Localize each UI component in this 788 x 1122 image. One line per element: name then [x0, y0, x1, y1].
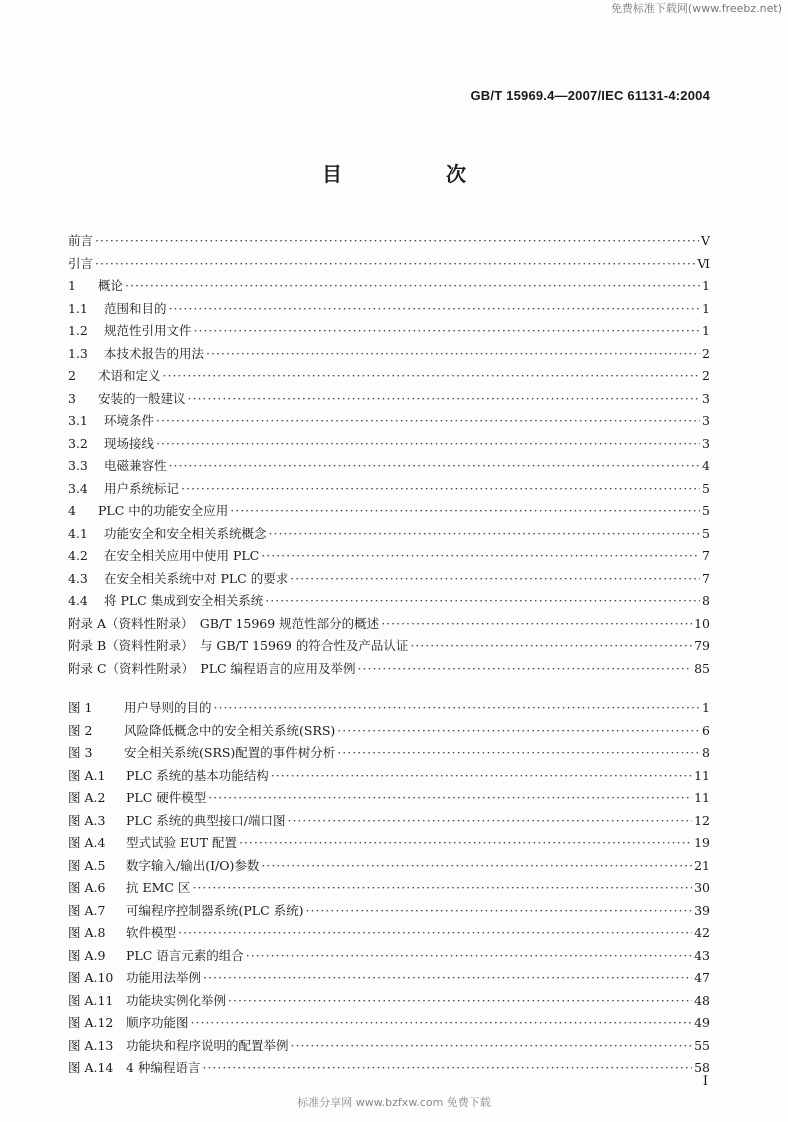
toc-entry[interactable]: [68, 523, 710, 546]
toc-entry[interactable]: [68, 613, 710, 636]
toc-entry-label: 在安全相关系统中对 PLC 的要求: [104, 570, 289, 586]
toc-entry-page: 58: [694, 1060, 710, 1075]
toc-entry[interactable]: [68, 635, 710, 658]
toc-entry[interactable]: [68, 410, 710, 433]
toc-entry-label: PLC 语言元素的组合: [126, 947, 244, 963]
toc-entry-label: PLC 系统的典型接口/端口图: [126, 812, 286, 828]
toc-entry-label: 功能块实例化举例: [126, 992, 227, 1008]
toc-entry-label: 安全相关系统(SRS)配置的事件树分析: [124, 745, 336, 760]
toc-entry[interactable]: [68, 433, 710, 456]
toc-entry[interactable]: [68, 590, 710, 613]
toc-entry-page: 11: [694, 767, 710, 783]
toc-entry[interactable]: [68, 765, 710, 788]
toc-entry-label: 功能用法举例: [126, 970, 202, 985]
toc-entry-page: 30: [694, 880, 710, 895]
toc-entry-page: 8: [702, 593, 710, 608]
toc-entry-page: 12: [694, 812, 710, 828]
toc-entry-number: 图 A.8: [68, 925, 106, 940]
toc-entry-number: 3.3: [68, 458, 88, 473]
dot-leader: [169, 455, 700, 478]
toc-entry-page: 2: [702, 345, 710, 361]
toc-entry[interactable]: [68, 967, 710, 990]
toc-figure-list: [68, 697, 710, 1080]
toc-entry-page: 3: [702, 413, 710, 428]
toc-entry-label: 引言: [68, 255, 94, 271]
dot-leader: [125, 275, 700, 298]
toc-entry-number: 图 2: [68, 722, 93, 738]
toc-entry-page: 1: [702, 700, 710, 715]
toc-entry[interactable]: [68, 388, 710, 411]
dot-leader: [194, 320, 700, 343]
toc-entry-page: 85: [694, 660, 710, 676]
toc-entry[interactable]: [68, 455, 710, 478]
toc-entry-page: 19: [694, 835, 710, 850]
toc-entry-label: 现场接线: [104, 435, 155, 451]
toc-entry-number: 1: [68, 278, 76, 293]
toc-entry[interactable]: [68, 720, 710, 743]
toc-entry-label: 型式试验 EUT 配置: [126, 835, 237, 850]
dot-leader: [163, 365, 700, 388]
dot-leader: [169, 298, 700, 321]
toc-entry-number: 图 A.11: [68, 992, 114, 1008]
dot-leader: [358, 658, 693, 681]
toc-title: 目 次: [322, 162, 508, 186]
dot-leader: [178, 922, 692, 945]
toc-entry-number: 4: [68, 503, 76, 518]
toc-entry[interactable]: [68, 697, 710, 720]
dot-leader: [206, 343, 700, 366]
dot-leader: [188, 388, 700, 411]
dot-leader: [192, 877, 692, 900]
toc-entry-number: 图 A.1: [68, 767, 106, 783]
toc-entry-label: 范围和目的: [104, 300, 167, 316]
toc-entry-label: 功能安全和安全相关系统概念: [104, 525, 267, 541]
toc-entry-label: 附录 A（资料性附录） GB/T 15969 规范性部分的概述: [68, 615, 380, 631]
top-watermark: 免费标准下载网(www.freebz.net): [610, 2, 782, 15]
toc-entry[interactable]: [68, 343, 710, 366]
toc-entry-number: 图 A.9: [68, 947, 106, 963]
toc-entry-number: 图 A.7: [68, 902, 106, 918]
dot-leader: [337, 720, 700, 743]
toc-entry-label: 规范性引用文件: [104, 323, 192, 338]
dot-leader: [228, 990, 692, 1013]
toc-entry-number: 3.1: [68, 413, 88, 428]
dot-leader: [239, 832, 692, 855]
toc-entry[interactable]: [68, 1057, 710, 1080]
dot-leader: [410, 635, 692, 658]
dot-leader: [261, 855, 692, 878]
toc-entry-number: 4.2: [68, 548, 88, 563]
dot-leader: [287, 810, 692, 833]
toc-entry-label: 附录 B（资料性附录） 与 GB/T 15969 的符合性及产品认证: [68, 638, 409, 653]
toc-entry-page: 4: [702, 458, 710, 473]
toc-entry-number: 图 1: [68, 700, 93, 715]
toc-entry-number: 图 A.6: [68, 880, 106, 895]
toc-entry[interactable]: [68, 230, 710, 253]
toc-entry-page: 79: [694, 638, 710, 653]
toc-entry-number: 2: [68, 368, 76, 383]
dot-leader: [208, 787, 692, 810]
toc-entry[interactable]: [68, 832, 710, 855]
page-number: Ⅰ: [702, 1074, 708, 1089]
toc-entry-page: Ⅴ: [700, 233, 710, 248]
dot-leader: [337, 742, 700, 765]
dot-leader: [381, 613, 692, 636]
toc-entry[interactable]: [68, 253, 710, 276]
toc-entry-label: 可编程序控制器系统(PLC 系统): [126, 902, 304, 918]
toc-entry-page: 5: [702, 480, 710, 496]
document-code: GB/T 15969.4—2007/IEC 61131-4:2004: [470, 88, 710, 103]
toc-entry-label: 软件模型: [126, 925, 177, 940]
toc-entry-label: 将 PLC 集成到安全相关系统: [104, 593, 264, 608]
toc-entry-label: 在安全相关应用中使用 PLC: [104, 548, 260, 563]
dot-leader: [95, 230, 699, 253]
toc-entry-label: 电磁兼容性: [104, 458, 167, 473]
dot-leader: [246, 945, 692, 968]
toc-entry-page: 42: [694, 925, 710, 940]
dot-leader: [261, 545, 700, 568]
toc-entry[interactable]: [68, 478, 710, 501]
toc-entry-number: 图 A.4: [68, 835, 106, 850]
toc-entry-number: 1.1: [68, 300, 88, 316]
toc-entry[interactable]: [68, 658, 710, 681]
toc-entry-page: 1: [702, 278, 710, 293]
toc-entry-page: 1: [702, 300, 710, 316]
toc-entry-page: 21: [694, 857, 710, 873]
toc-entry-label: 数字输入/输出(I/O)参数: [126, 857, 260, 873]
dot-leader: [291, 1035, 693, 1058]
toc-entry[interactable]: [68, 275, 710, 298]
bottom-watermark: 标准分享网 www.bzfxw.com 免费下载: [297, 1096, 491, 1109]
toc-entry-label: PLC 中的功能安全应用: [98, 503, 229, 518]
toc-entry-label: 附录 C（资料性附录） PLC 编程语言的应用及举例: [68, 660, 356, 676]
toc-entry[interactable]: [68, 500, 710, 523]
dot-leader: [156, 410, 700, 433]
toc-entry-page: 2: [702, 368, 710, 383]
toc-entry-label: 本技术报告的用法: [104, 345, 205, 361]
dot-leader: [214, 697, 700, 720]
toc-entry-number: 图 A.3: [68, 812, 106, 828]
toc-entry-number: 4.4: [68, 593, 88, 608]
toc-entry[interactable]: [68, 877, 710, 900]
toc-entry[interactable]: [68, 787, 710, 810]
dot-leader: [95, 253, 695, 276]
toc-entry-label: 顺序功能图: [126, 1015, 189, 1030]
toc-entry-number: 图 A.12: [68, 1015, 114, 1030]
toc-entry-label: 概论: [98, 278, 124, 293]
toc-entry-page: 47: [694, 970, 710, 985]
toc-entry-page: 5: [702, 525, 710, 541]
toc-entry-page: 11: [694, 790, 710, 805]
toc-entry-label: 4 种编程语言: [126, 1060, 201, 1075]
toc-entry-page: 55: [694, 1037, 710, 1053]
toc-entry-label: 风险降低概念中的安全相关系统(SRS): [124, 722, 336, 738]
toc-entry[interactable]: [68, 922, 710, 945]
toc-entry[interactable]: [68, 900, 710, 923]
toc-entry[interactable]: [68, 1012, 710, 1035]
toc-entry-number: 图 A.14: [68, 1060, 114, 1075]
toc-entry[interactable]: [68, 365, 710, 388]
toc-entry-page: 48: [694, 992, 710, 1008]
toc-entry-number: 3.4: [68, 480, 88, 496]
toc-entry-number: 1.2: [68, 323, 88, 338]
toc-entry-page: 3: [702, 435, 710, 451]
toc-entry-number: 图 3: [68, 745, 93, 760]
dot-leader: [271, 765, 692, 788]
dot-leader: [269, 523, 700, 546]
toc-main-list: [68, 230, 710, 680]
toc-entry-number: 1.3: [68, 345, 88, 361]
toc-entry[interactable]: [68, 742, 710, 765]
toc-entry-page: Ⅵ: [697, 255, 710, 271]
dot-leader: [290, 568, 700, 591]
toc-entry[interactable]: [68, 568, 710, 591]
toc-entry-page: 10: [694, 615, 710, 631]
toc-entry-label: 功能块和程序说明的配置举例: [126, 1037, 289, 1053]
toc-entry-number: 图 A.5: [68, 857, 106, 873]
toc-entry-page: 49: [694, 1015, 710, 1030]
dot-leader: [156, 433, 700, 456]
dot-leader: [265, 590, 700, 613]
toc-entry-label: 前言: [68, 233, 94, 248]
toc-entry-page: 6: [702, 722, 710, 738]
toc-entry[interactable]: [68, 320, 710, 343]
dot-leader: [181, 478, 700, 501]
toc-entry-number: 图 A.10: [68, 970, 114, 985]
toc-entry[interactable]: [68, 855, 710, 878]
toc-entry-number: 4.1: [68, 525, 88, 541]
toc-entry-page: 7: [702, 570, 710, 586]
dot-leader: [203, 967, 692, 990]
toc-entry-number: 3: [68, 390, 76, 406]
toc-entry-label: 抗 EMC 区: [126, 880, 191, 895]
toc-entry-number: 图 A.13: [68, 1037, 114, 1053]
dot-leader: [191, 1012, 693, 1035]
dot-leader: [202, 1057, 692, 1080]
toc-entry-number: 图 A.2: [68, 790, 106, 805]
toc-entry[interactable]: [68, 298, 710, 321]
toc-entry-label: 用户系统标记: [104, 480, 180, 496]
toc-entry-label: 用户导则的目的: [124, 700, 212, 715]
toc-entry-label: 术语和定义: [98, 368, 161, 383]
dot-leader: [230, 500, 700, 523]
toc-entry-number: 4.3: [68, 570, 88, 586]
toc-entry[interactable]: [68, 810, 710, 833]
toc-entry[interactable]: [68, 1035, 710, 1058]
toc-entry-label: 环境条件: [104, 413, 155, 428]
toc-entry-label: PLC 系统的基本功能结构: [126, 767, 269, 783]
toc-entry[interactable]: [68, 545, 710, 568]
toc-entry-number: 3.2: [68, 435, 88, 451]
toc-entry-page: 1: [702, 323, 710, 338]
toc-entry-page: 5: [702, 503, 710, 518]
toc-entry-label: 安装的一般建议: [98, 390, 186, 406]
toc-entry-label: PLC 硬件模型: [126, 790, 207, 805]
toc-entry-page: 39: [694, 902, 710, 918]
toc-entry-page: 43: [694, 947, 710, 963]
toc-entry-page: 8: [702, 745, 710, 760]
toc-entry[interactable]: [68, 945, 710, 968]
dot-leader: [306, 900, 693, 923]
toc-entry-page: 3: [702, 390, 710, 406]
toc-entry[interactable]: [68, 990, 710, 1013]
toc-entry-page: 7: [702, 548, 710, 563]
